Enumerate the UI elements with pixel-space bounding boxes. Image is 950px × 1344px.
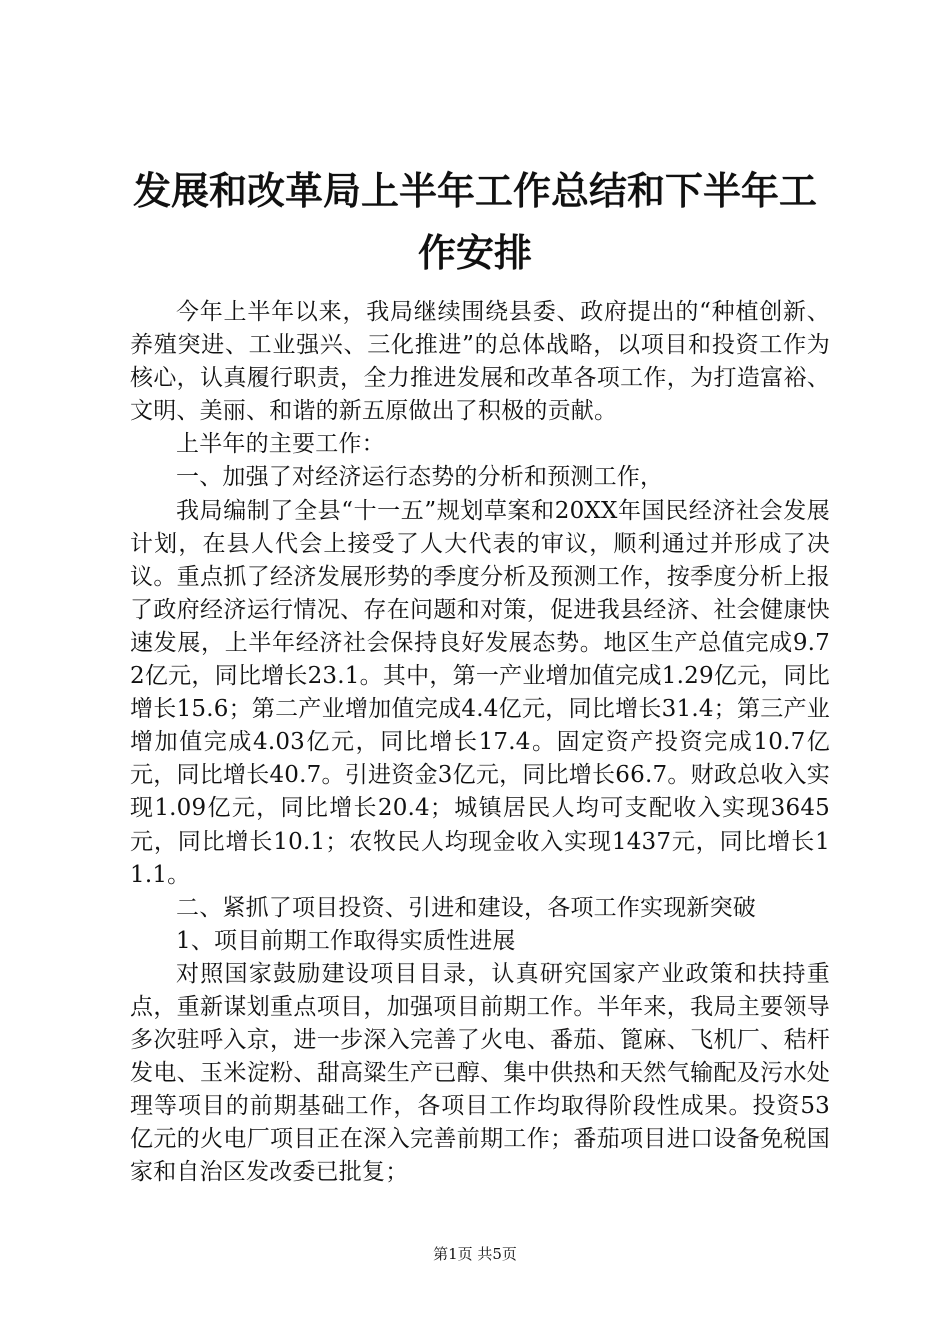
document-title: 发展和改革局上半年工作总结和下半年工作安排 xyxy=(132,169,817,275)
paragraph-subsection-1-body: 对照国家鼓励建设项目目录，认真研究国家产业政策和扶持重点，重新谋划重点项目，加强项目前期工作。半年来，我局主要领导多次驻呼入京，进一步深入完善了火电、番茄、篦麻、飞机厂、秸杆发电、玉米淀粉、甜高粱生产已醇、集中供热和天然气输配及污水处理等项目的前期基础工作，各项目工作均取得阶段性成果。投资53亿元的火电厂项目正在深入完善前期工作；番茄项目进口设备免税国家和自治区发改委已批复； xyxy=(130,960,830,1186)
page-footer: 第1页 共5页 xyxy=(433,1245,517,1263)
paragraph-intro: 今年上半年以来，我局继续围绕县委、政府提出的“种植创新、养殖突进、工业强兴、三化推进”的总体战略，以项目和投资工作为核心，认真履行职责，全力推进发展和改革各项工作，为打造富裕、文明、美丽、和谐的新五原做出了积极的贡献。 xyxy=(130,299,830,425)
document-body xyxy=(130,296,830,1190)
paragraph-section-2-heading: 二、紧抓了项目投资、引进和建设，各项工作实现新突破 xyxy=(176,894,756,921)
paragraph-subsection-1-heading: 1、项目前期工作取得实质性进展 xyxy=(176,927,516,954)
paragraph-section-1-body: 我局编制了全县“十一五”规划草案和20XX年国民经济社会发展计划，在县人代会上接受了人大代表的审议，顺利通过并形成了决议。重点抓了经济发展形势的季度分析及预测工作，按季度分析上报了政府经济运行情况、存在问题和对策，促进我县经济、社会健康快速发展，上半年经济社会保持良好发展态势。地区生产总值完成9.72亿元，同比增长23.1。其中，第一产业增加值完成1.29亿元，同比增长15.6；第二产业增加值完成4.4亿元，同比增长31.4；第三产业增加值完成4.03亿元，同比增长17.4。固定资产投资完成10.7亿元，同比增长40.7。引进资金3亿元，同比增长66.7。财政总收入实现1.09亿元，同比增长20.4；城镇居民人均可支配收入实现3645元，同比增长10.1；农牧民人均现金收入实现1437元，同比增长11.1。 xyxy=(130,497,830,888)
paragraph-section-1-heading: 一、加强了对经济运行态势的分析和预测工作， xyxy=(176,464,664,491)
paragraph-heading-main-work: 上半年的主要工作： xyxy=(176,431,385,458)
